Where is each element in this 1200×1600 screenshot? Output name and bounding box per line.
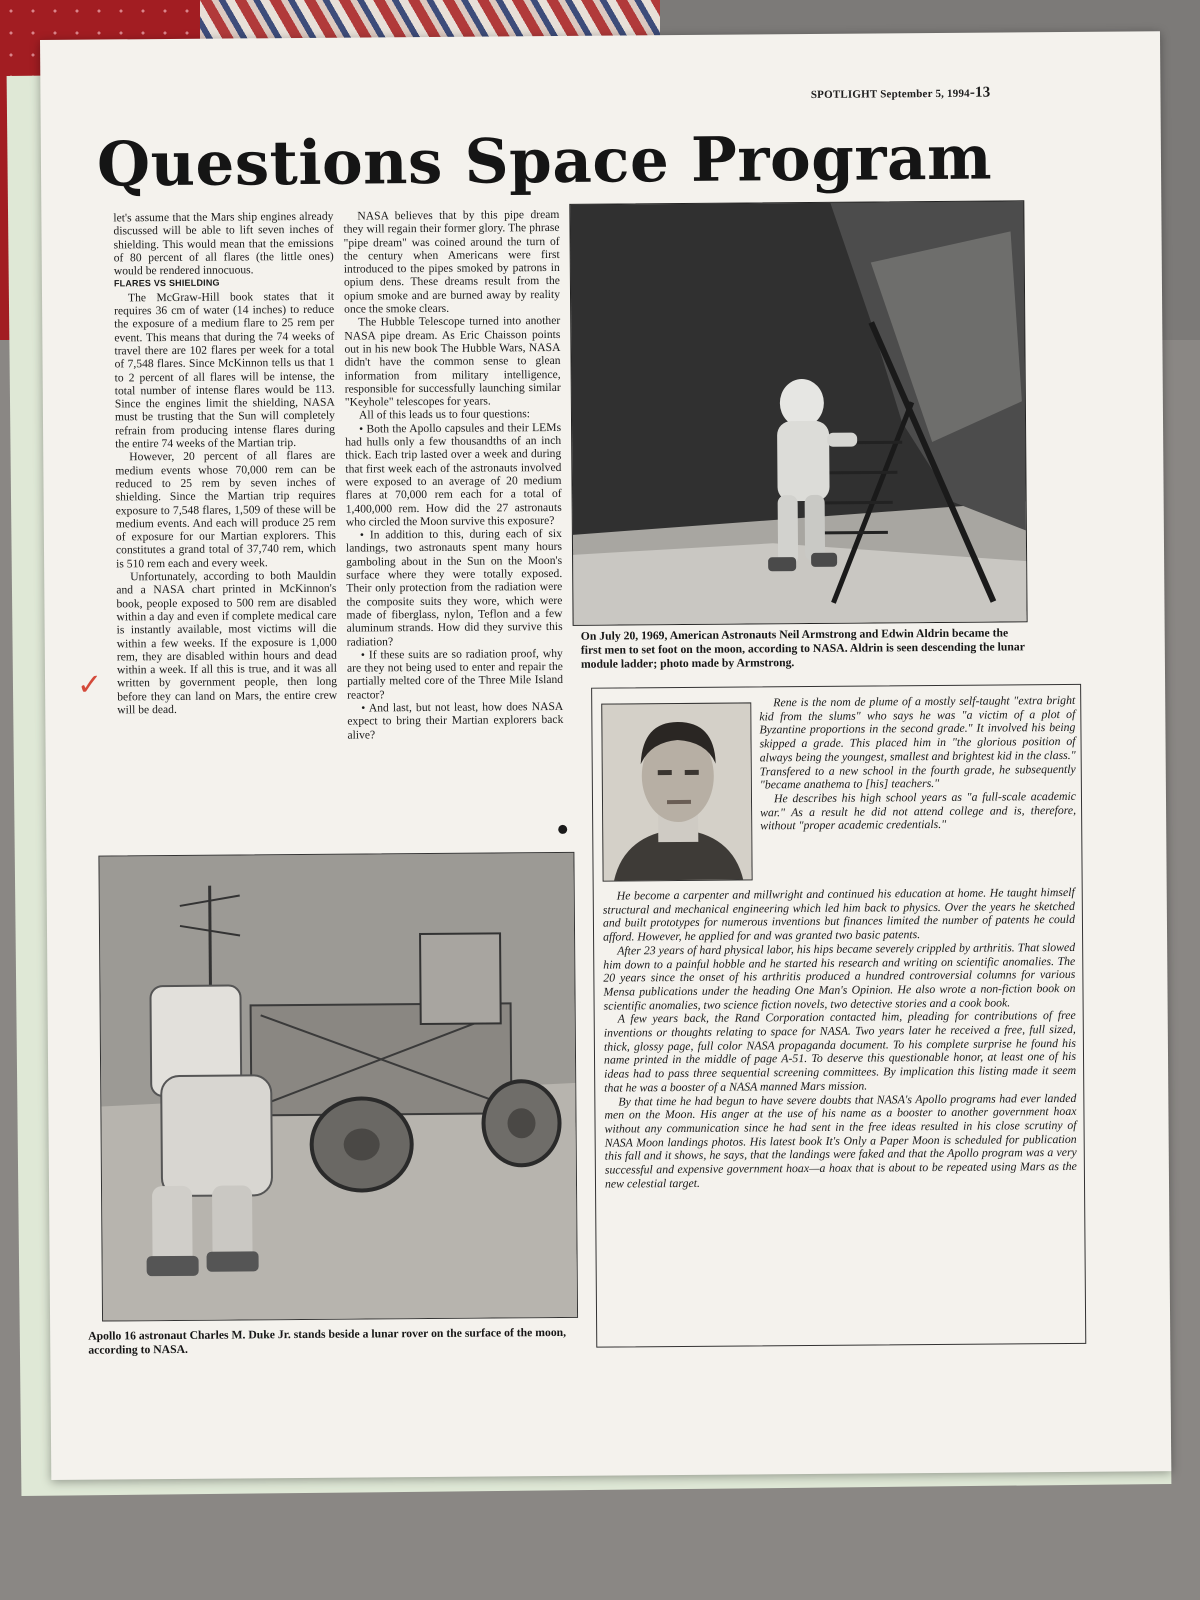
author-portrait [601,702,752,881]
rover-photo-caption: Apollo 16 astronaut Charles M. Duke Jr. stands beside a lunar rover on the surface of the moon, according to NASA. [88,1325,567,1357]
paragraph: NASA believes that by this pipe dream they will regain their former glory. The phrase "pipe dream" was coined around the turn of the century when Americans were first introduced to the pipes smoked by patrons in opium dens. These dreams result from the opium smoke and are burned away by reality once the smoke clears. [343,207,561,316]
headline: Questions Space Program [96,122,993,201]
bio-paragraph: After 23 years of hard physical labor, his hips became severely crippled by arthritis. That slowed him down to a painful hobble and he started his research and writing on scientific anomalies. The 20 years since the onset of his arthritis produced a hundred controversial columns for various Mensa publications under the heading One Man's Opinion. He also wrote a non-fiction book on scientific anomalies, two science fiction novels, two detective stories and a cook book. [603,939,1076,1013]
newspaper-page [40,31,1171,1480]
question-paragraph: • If these suits are so radiation proof, why are they not being used to enter and repair the partially melted core of the Three Mile Island reactor? [346,646,564,702]
paragraph: The Hubble Telescope turned into another NASA pipe dream. As Eric Chaisson points out in his new book The Hubble Wars, NASA didn't have the common sense to glean information from military intelligence, responsible for successfully launching similar "Keyhole" telescopes for years. [344,314,561,409]
end-bullet-icon [558,825,567,834]
paragraph: Unfortunately, according to both Mauldin and a NASA chart printed in McKinnon's book, people exposed to 500 rem are disabled within a day and even if complete medical care is instantly available, most victims will die within a few weeks. If the exposure is 1,000 rem, they are disabled within hours and dead within a week. If all this is true, and it was all written by government people, then long before they can land on Mars, the entire crew will be dead. [116,568,338,717]
folio-page-number: -13 [969,84,991,101]
bio-paragraph: A few years back, the Rand Corporation contacted him, pleading for contributions of free inventions or thoughts relating to space for NASA. Two years later he received a free, full sized, thick, glossy page, full color NASA propaganda document. To his complete surprise he found his name printed in the middle of page A-51. To deserve this questionable honor, at least one of his ideas had to pass three sequential screening committees. By implication this listing made it seem that he was a booster of a NASA manned Mars mission. [603,1008,1077,1095]
bio-paragraph: He become a carpenter and millwright and continued his education at home. He taught himself structural and mechanical engineering which led him back to physics. Over the years he sketched and built prototypes for numerous inventions but finances limited the number of patents he could afford. However, he applied for and was granted two basic patents. [602,884,1075,944]
subhead: FLARES VS SHIELDING [113,278,220,289]
lunar-module-illustration [570,201,1027,626]
page-folio [811,85,991,103]
paragraph: The McGraw-Hill book states that it requires 36 cm of water (14 inches) to reduce the exposure of a medium flare to 25 rem per event. This means that during the 74 weeks of travel there are 102 flares per week for a total of 7,548 flares. Since McKinnon tells us that 1 to 2 percent of all flares will be intense, the total number of intense flares would be 113. Since the engines limit the shielding, NASA must be trusting that the Sun will completely refrain from producing intense flares during the entire 74 weeks of the Martian trip. [114,289,336,451]
moon-photo-caption: On July 20, 1969, American Astronauts Neil Armstrong and Edwin Aldrin became the first men to set foot on the moon, according to NASA. Aldrin is seen descending the lunar module ladder; photo made by Armstrong. [580,626,1025,671]
folio-date: September 5, 1994 [880,87,970,101]
moon-landing-photo [569,200,1027,626]
paragraph: However, 20 percent of all flares are medium events whose 70,000 rem can be reduced to 25 rem by seven inches of shielding. Since the Martian trip requires exposure to 7,548 flares, 1,509 of these will be medium events. And each will produce 25 rem of exposure for our Martian explorers. This constitutes a grand total of 37,740 rem, which is 510 rem each and every week. [115,449,337,571]
folio-paper: SPOTLIGHT [810,88,878,101]
question-paragraph: • In addition to this, during each of six landings, two astronauts spent many hours gamboling about in the Sun on the Moon's surface where they were totally exposed. Their only protection from the radiation were the composite suits they wore, which were made of fiberglass, nylon, Teflon and a few aluminum strands. How did they survive this radiation? [345,527,563,649]
bio-text-bottom [603,886,1077,1191]
bio-paragraph: He describes his high school years as "a full-scale academic war." As a result he did not attend college and is, therefore, without "proper academic credentials." [760,788,1077,833]
lunar-rover-illustration [99,853,578,1322]
bio-text-top [759,694,1076,834]
author-portrait-illustration [602,703,752,881]
question-paragraph: • Both the Apollo capsules and their LEMs had hulls only a few thousandths of an inch thick. Each trip lasted over a week and during that first week each of the astronauts involved were exposed to an average of 20 medium flares at 70,000 rem each for a total of 1,400,000 rem. How did the 27 astronauts who circled the Moon survive this exposure? [345,420,562,529]
paragraph: All of this leads us to four questions: [358,407,531,422]
article-column-1 [113,210,337,717]
bio-paragraph: Rene is the nom de plume of a mostly self-taught "extra bright kid from the slums" who says he was "a victim of a plot of Byzantine proportions in the second grade." It involved his being skipped a grade. This placed him in "the glorious position of always being the youngest, smallest and brightest kid in the class." Transfered to a new school in the fourth grade, he subsequently "became anathema to [his] teachers." [759,692,1076,792]
red-check-mark-icon: ✓ [76,667,103,703]
bio-paragraph: By that time he had begun to have severe doubts that NASA's Apollo programs had ever landed men on the Moon. His anger at the use of his name as a booster to another government hoax without any communication since he had sent in the free ideas resulted in his close scrutiny of NASA Moon landings photos. His latest book It's Only a Paper Moon is scheduled for publication this fall and it shows, he says, that the landings were faked and that the Apollo program was a very successful and expensive government hoax—a hoax that is about to be repeated using Mars as the new celestial target. [604,1090,1077,1191]
question-paragraph: • And last, but not least, how does NASA expect to bring their Martian explorers back alive? [347,699,564,742]
lunar-rover-photo [98,852,578,1322]
paragraph: let's assume that the Mars ship engines already discussed will be able to lift seven inches of shielding. This would mean that the emissions of 80 percent of all flares (the little ones) would be rendered innocuous. [113,209,334,278]
article-column-2 [343,208,563,742]
